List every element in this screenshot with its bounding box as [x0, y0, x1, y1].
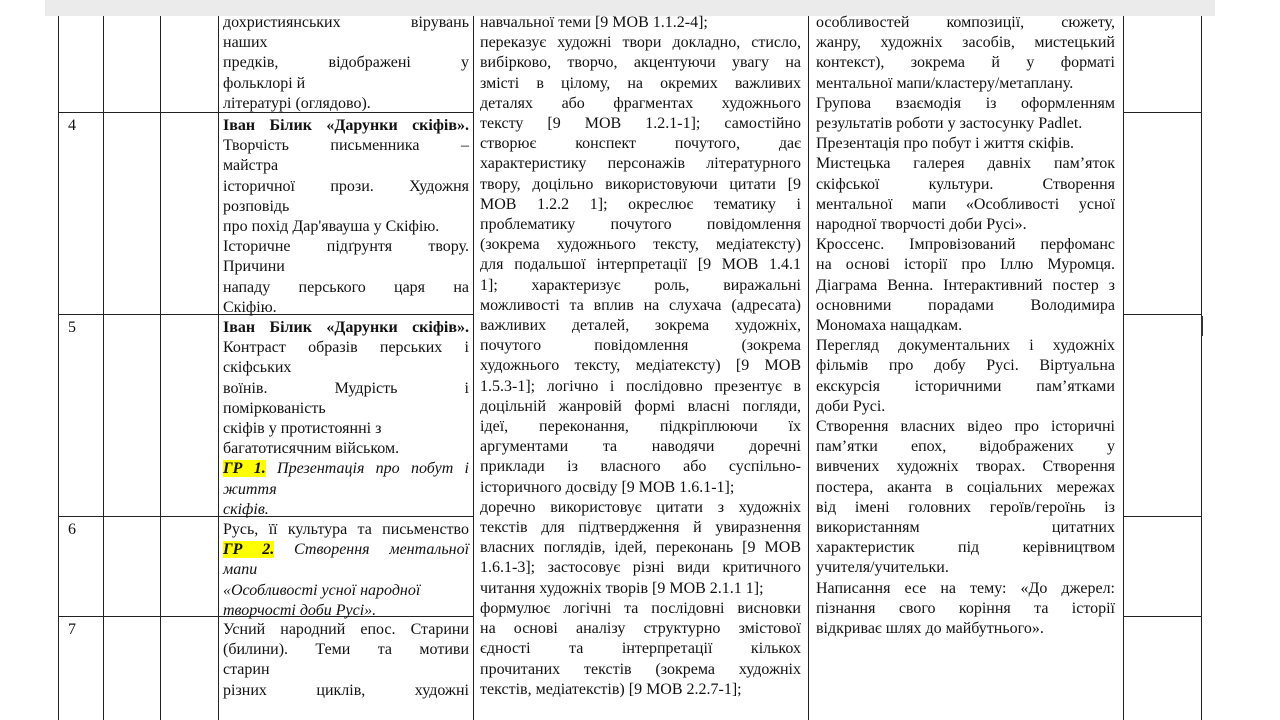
outcome-line: твору, доцільно використовуючи цитати [9	[480, 175, 801, 193]
group-label: ГР 2.	[223, 541, 275, 559]
outcome-line: доречно використовує цитати з художніх	[480, 498, 801, 516]
row-divider	[1123, 516, 1202, 517]
activity-line: Мономаха нащадкам.	[816, 317, 963, 335]
activity-line: учителя/учительки.	[816, 559, 949, 577]
activity-line: Кроссенс. Імпровізований перфоманс	[816, 236, 1115, 254]
activity-line: результатів роботи у застосунку Padlet.	[816, 115, 1083, 133]
outcome-line: вибірково, творчо, акцентуючи увагу на	[480, 54, 801, 72]
table-border-vertical	[103, 16, 104, 720]
outcome-line: читання художніх творів [9 МОВ 2.1.1 1];	[480, 579, 764, 597]
outcome-line: характеристику персонажів літературного	[480, 155, 801, 173]
row-divider	[1123, 616, 1202, 617]
activity-line: жанру, художніх засобів, мистецький	[816, 34, 1115, 52]
activity-line: ментальної мапи/кластеру/метаплану.	[816, 74, 1074, 92]
topic-line: наших	[223, 34, 268, 52]
activity-line: фільмів про добу Русі. Віртуальна	[816, 357, 1115, 375]
topic-line: скіфських	[223, 359, 292, 377]
activity-line: пізнання свого коріння та історії	[816, 599, 1115, 617]
activities-cell	[816, 13, 1115, 639]
group-task-text: Презентація про побут і	[277, 460, 469, 478]
activity-line: Написання есе на тему: «До джерел:	[816, 579, 1115, 597]
outcome-line: текстів для підтвердження й увиразнення	[480, 519, 801, 537]
topic-line: воїнів. Мудрість і	[223, 379, 469, 397]
row-topic-cell	[223, 520, 469, 621]
group-label: ГР 1.	[223, 460, 266, 478]
activity-line: на основі історії про Іллю Муромця.	[816, 256, 1115, 274]
outcome-line: деталях або фрагментах художнього	[480, 94, 801, 112]
outcome-line: для подальшої інтерпретації [9 МОВ 1.4.1	[480, 256, 801, 274]
activity-line: використанням цитатних	[816, 519, 1115, 537]
row-topic-cell	[223, 318, 469, 520]
row-number: 5	[68, 319, 76, 336]
topic-line: багатотисячним військом.	[223, 440, 400, 458]
outcome-line: доцільній жанровій формі власні погляди,	[480, 397, 801, 415]
topic-line: Контраст образів перських і	[223, 339, 469, 357]
activity-line: Перегляд документальних і художніх	[816, 337, 1115, 355]
group-task-line	[223, 459, 469, 479]
topic-line: майстра	[223, 157, 279, 175]
outcome-line: аргументами та наводячи доречні	[480, 438, 801, 456]
topic-line: історичної прози. Художня	[223, 177, 469, 195]
outcome-line: прочитаних текстів (зокрема художніх	[480, 660, 801, 678]
activity-line: Створення власних відео про історичні	[816, 418, 1115, 436]
outcome-line: історичного досвіду [9 МОВ 1.6.1-1];	[480, 478, 735, 496]
row-number: 4	[68, 117, 76, 134]
outcome-line: важливих деталей, зокрема художніх,	[480, 317, 801, 335]
row-topic-cell	[223, 620, 469, 701]
group-task-line: мапи	[223, 561, 258, 579]
activity-line: основними порадами Володимира	[816, 296, 1115, 314]
table-border-vertical	[58, 16, 59, 720]
row-divider	[1123, 314, 1202, 315]
outcome-line: МОВ 1.2.2 1]; окреслює тематику і	[480, 195, 801, 213]
group-task-line: творчості доби Русі».	[223, 601, 377, 619]
topic-title: Іван Білик «Дарунки скіфів».	[223, 117, 469, 134]
row-divider	[1123, 112, 1202, 113]
row-number: 6	[68, 521, 76, 538]
topic-line: Творчість письменника –	[223, 137, 469, 155]
table-border-vertical	[218, 16, 219, 720]
outcome-line: єдності та інтерпретації кількох	[480, 640, 801, 658]
topic-line: поміркованість	[223, 399, 326, 417]
outcome-line: створює конспект почутого, дає	[480, 135, 801, 153]
row-topic-cell	[223, 116, 469, 318]
table-border-vertical	[473, 16, 474, 720]
activity-line: Презентація про побут і життя скіфів.	[816, 135, 1075, 153]
activity-line: Діаграма Венна. Інтерактивний постер з	[816, 276, 1115, 294]
topic-line: (билини). Теми та мотиви	[223, 641, 469, 659]
table-border-vertical	[1201, 16, 1202, 720]
outcome-line: на основі аналізу структурно змістової	[480, 620, 801, 638]
activity-line: ментальної мапи «Особливості усної	[816, 195, 1115, 213]
topic-line: старин	[223, 661, 270, 679]
outcome-line: 1]; характеризує роль, виражальні	[480, 276, 801, 294]
group-task-line: життя	[223, 480, 277, 498]
topic-line: Русь, її культура та письменство	[223, 521, 469, 538]
topic-line: фольклорі й	[223, 74, 306, 92]
activity-line: народної творчості доби Русі».	[816, 216, 1027, 234]
outcome-line: можливості та вплив на слухача (адресата)	[480, 296, 801, 314]
activity-line: від імені головних героїв/героїнь із	[816, 498, 1115, 516]
topic-line: про похід Дар'явауша у Скіфію.	[223, 218, 440, 236]
topic-title: Іван Білик «Дарунки скіфів».	[223, 319, 469, 336]
outcome-line: ідеї, переконання, підкріплюючи їх	[480, 418, 801, 436]
text-cursor-marker	[1201, 316, 1203, 336]
activity-line: особливостей композиції, сюжету,	[816, 14, 1115, 31]
outcome-line: навчальної теми [9 МОВ 1.1.2-4];	[480, 14, 708, 31]
group-task-line	[223, 540, 469, 560]
table-border-vertical	[160, 16, 161, 720]
topic-line: літературі (оглядово).	[223, 94, 371, 112]
topic-line: Причини	[223, 258, 285, 276]
topic-line: предків, відображені у	[223, 54, 469, 72]
outcome-line: переказує художні твори докладно, стисло,	[480, 34, 801, 52]
row-number: 7	[68, 621, 76, 638]
outcome-line: тексту [9 МОВ 1.2.1-1]; самостійно	[480, 115, 801, 133]
outcome-line: почутого повідомлення (зокрема	[480, 337, 801, 355]
outcome-line: художнього тексту, медіатексту) [9 МОВ	[480, 357, 801, 375]
topic-line: Скіфію.	[223, 298, 277, 316]
outcome-line: змісті в цілому, на окремих важливих	[480, 74, 801, 92]
outcome-line: (зокрема художнього тексту, медіатексту)	[480, 236, 801, 254]
activity-line: постера, аканта в соціальних мережах	[816, 478, 1115, 496]
activity-line: Мистецька галерея давніх пам’яток	[816, 155, 1115, 173]
table-border-vertical	[1123, 16, 1124, 720]
outcome-line: приклади із власного або суспільно-	[480, 458, 801, 476]
activity-line: вивчених художніх творах. Створення	[816, 458, 1115, 476]
group-task-line: скіфів.	[223, 500, 269, 518]
learning-outcomes-cell	[480, 13, 801, 700]
activity-line: відкриває шлях до майбутнього».	[816, 620, 1044, 638]
activity-line: пам’ятки епох, відображених у	[816, 438, 1115, 456]
topic-line: скіфів у протистоянні з	[223, 420, 382, 438]
outcome-line: формулює логічні та послідовні висновки	[480, 599, 801, 617]
activity-line: скіфської культури. Створення	[816, 175, 1115, 193]
outcome-line: 1.6.1-3]; застосовує різні види критичного	[480, 559, 801, 577]
activity-line: Групова взаємодія із оформленням	[816, 94, 1115, 112]
topic-line: Історичне підґрунтя твору.	[223, 238, 469, 256]
topic-line: нападу перського царя на	[223, 278, 469, 296]
topic-line: розповідь	[223, 197, 290, 215]
topic-line: різних циклів, художні	[223, 681, 469, 699]
outcome-line: текстів, медіатекстів) [9 МОВ 2.2.7-1];	[480, 680, 742, 698]
topic-line: дохристиянських вірувань	[223, 14, 469, 31]
outcome-line: 1.5.3-1]; логічно і послідовно презентує в	[480, 377, 801, 395]
activity-line: екскурсія історичними пам’ятками	[816, 377, 1115, 395]
group-task-line: «Особливості усної народної	[223, 581, 421, 599]
activity-line: доби Русі.	[816, 397, 886, 415]
table-border-vertical	[808, 16, 809, 720]
topic-line: Усний народний епос. Старини	[223, 621, 469, 638]
activity-line: контекст), зокрема й у форматі	[816, 54, 1115, 72]
outcome-line: проблематику почутого повідомлення	[480, 216, 801, 234]
outcome-line: власних поглядів, ідей, переконань [9 МОВ	[480, 539, 801, 557]
group-task-text: Створення ментальної	[294, 541, 470, 559]
activity-line: характеристик під керівництвом	[816, 539, 1115, 557]
row-topic-cell	[223, 13, 469, 114]
